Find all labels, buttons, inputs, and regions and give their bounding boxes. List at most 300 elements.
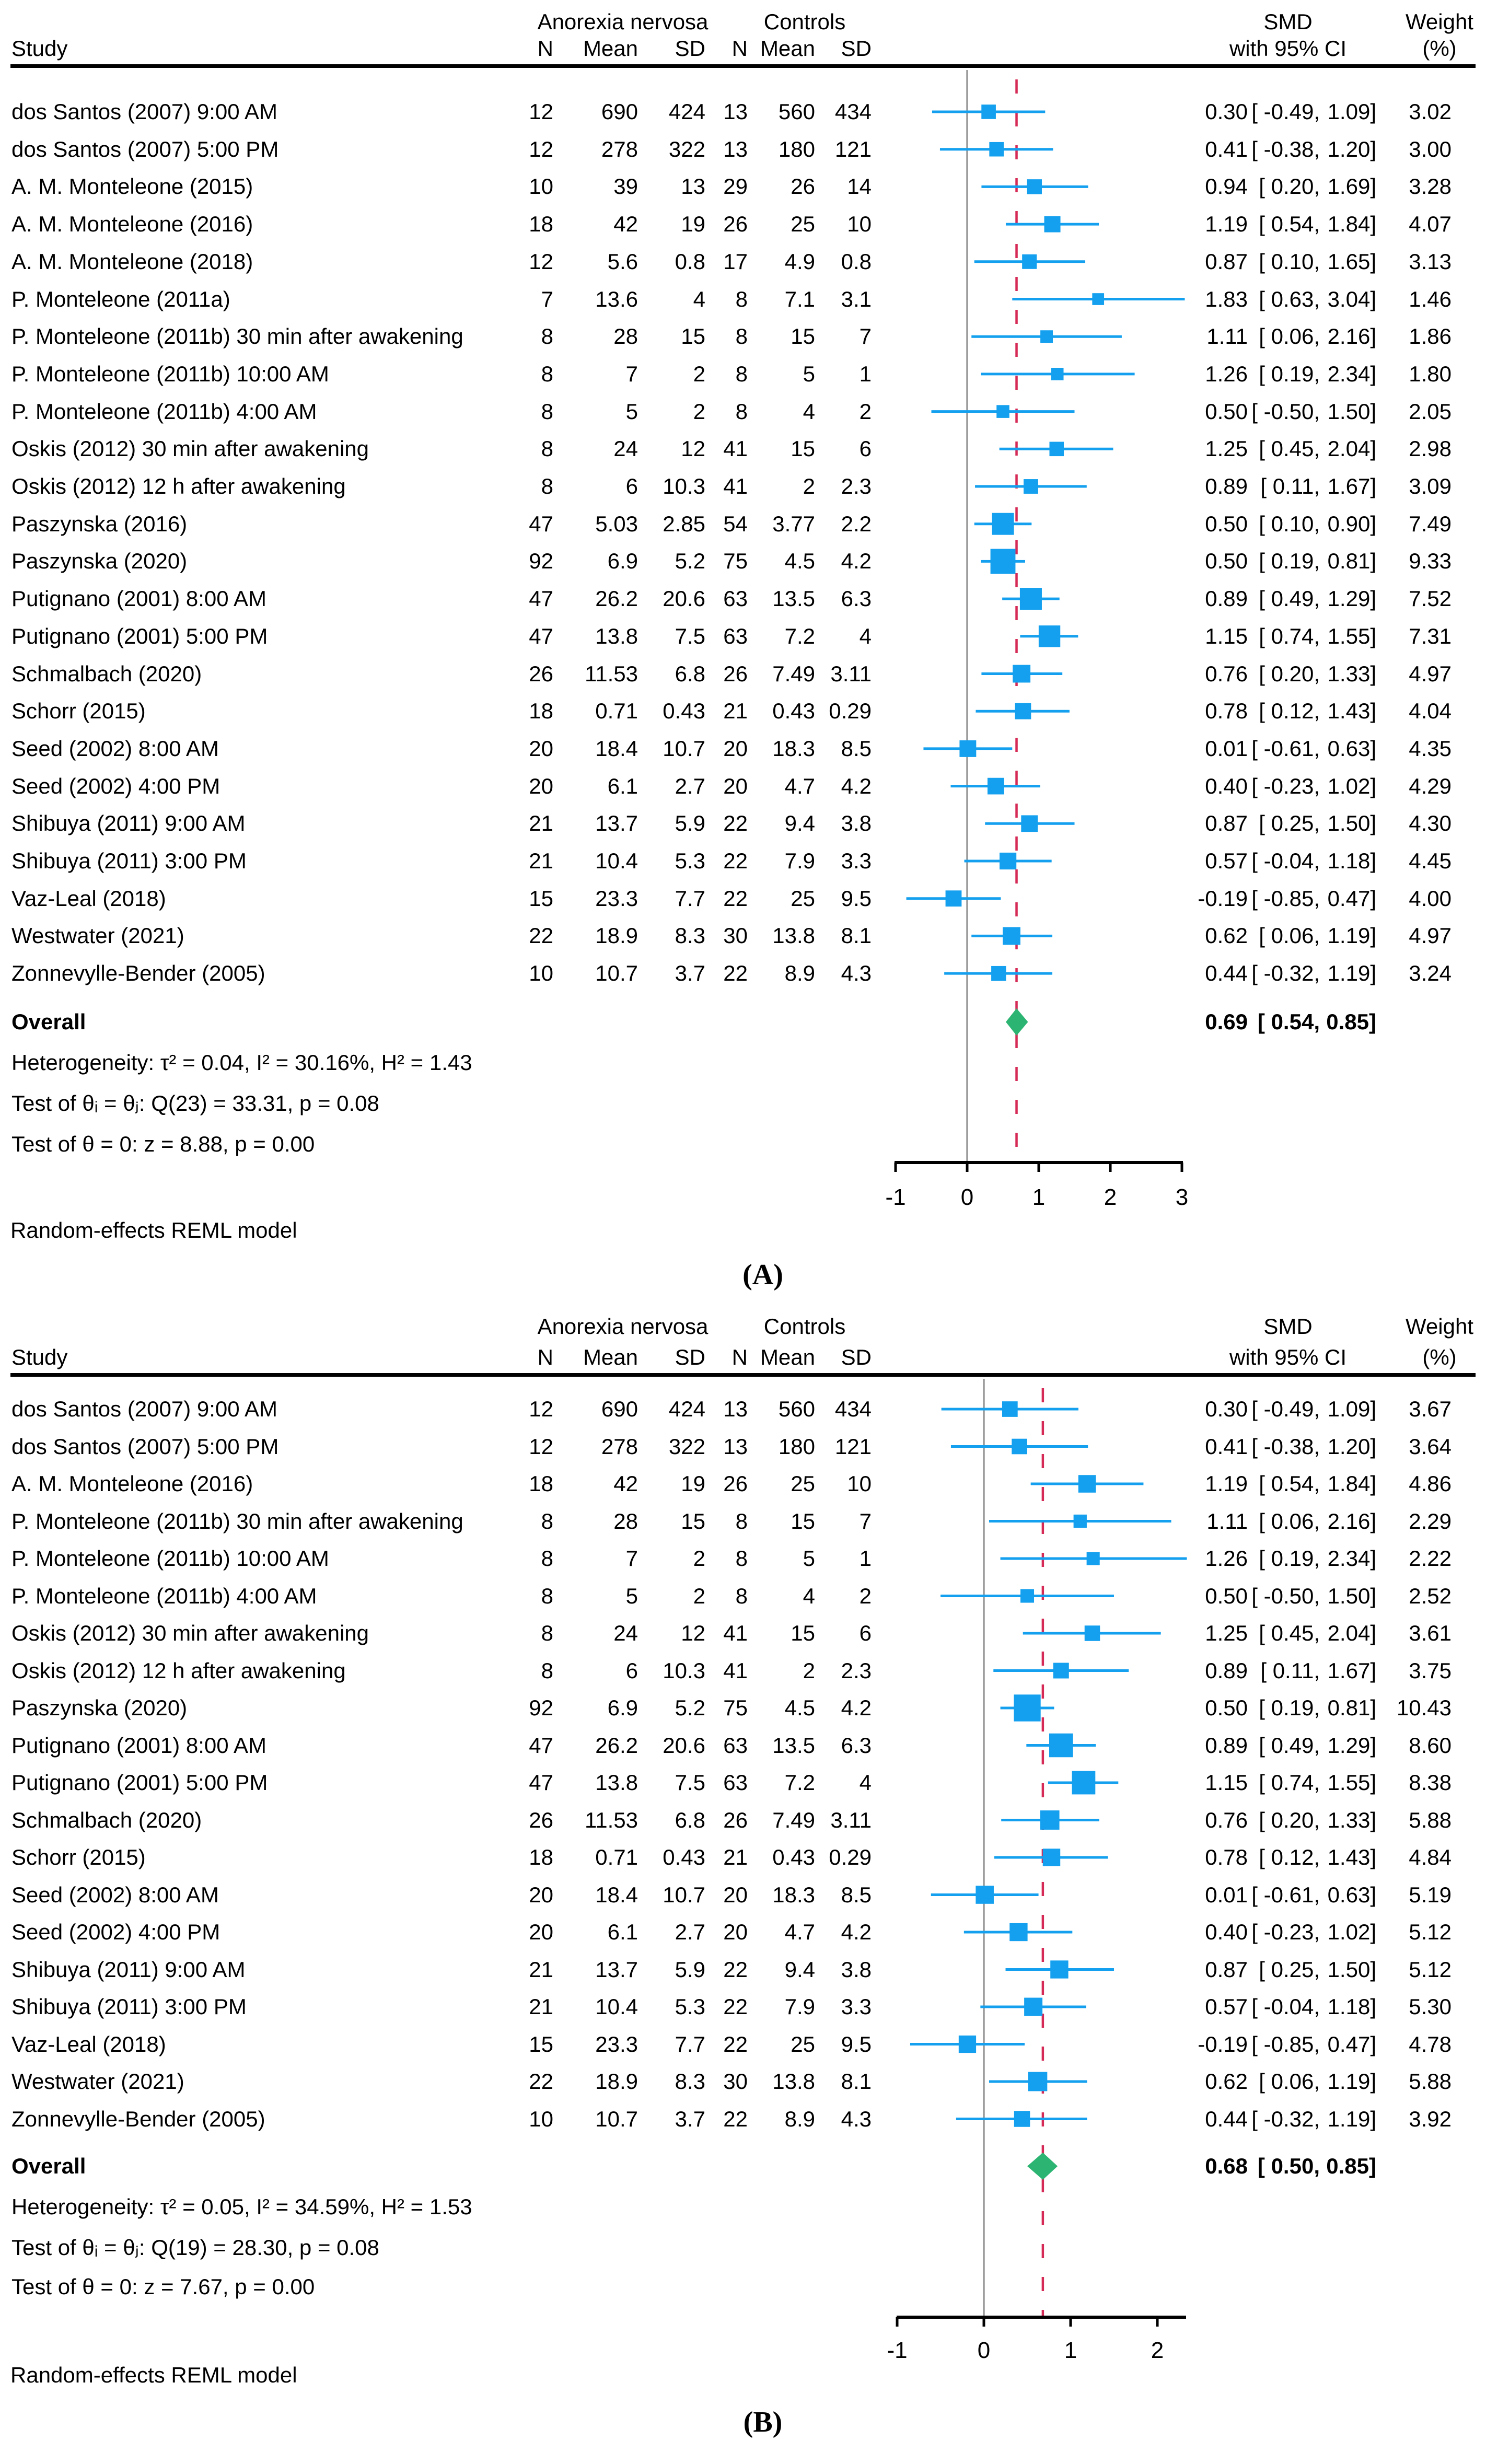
study-label: P. Monteleone (2011a) — [11, 286, 230, 311]
ctrl-n-value: 41 — [723, 1658, 748, 1683]
ci-upper: 1.09] — [1327, 99, 1376, 124]
table-row — [0, 775, 1486, 799]
ci-upper: 2.04] — [1327, 1621, 1376, 1645]
ci-lower: [ 0.19, — [1259, 1546, 1320, 1571]
group-header-anorexia: Anorexia nervosa — [537, 9, 709, 34]
ctrl-n-value: 22 — [723, 811, 748, 836]
an-sd-value: 0.43 — [663, 1845, 705, 1869]
table-row — [0, 2108, 1486, 2132]
ctrl-n-value: 8 — [735, 1546, 748, 1571]
smd-estimate: 0.94 — [1205, 174, 1248, 199]
study-label: Paszynska (2020) — [11, 1695, 188, 1720]
header-rule — [10, 1373, 1476, 1377]
smd-estimate: 0.50 — [1205, 1583, 1248, 1608]
smd-estimate: 0.89 — [1205, 1658, 1248, 1683]
ci-upper: 1.67] — [1327, 1658, 1376, 1683]
weight-pct-header: (%) — [1422, 1345, 1457, 1369]
ctrl-mean-value: 25 — [791, 1471, 815, 1496]
study-label: Oskis (2012) 30 min after awakening — [11, 1621, 369, 1645]
an-sd-value: 2 — [693, 361, 705, 386]
ctrl-sd-value: 3.11 — [830, 1807, 872, 1832]
an-n-value: 12 — [529, 249, 553, 274]
study-label: Shibuya (2011) 9:00 AM — [11, 1957, 246, 1982]
study-label: Putignano (2001) 8:00 AM — [11, 1733, 267, 1758]
ci-lower: [ 0.19, — [1259, 1695, 1320, 1720]
study-label: Oskis (2012) 30 min after awakening — [11, 436, 369, 461]
ctrl-n-value: 17 — [723, 249, 748, 274]
ctrl-n-value: 63 — [723, 586, 748, 611]
ci-lower: [ -0.04, — [1251, 849, 1320, 873]
an-n-value: 21 — [529, 849, 553, 873]
weight-value: 2.22 — [1409, 1546, 1452, 1571]
heterogeneity-note: Heterogeneity: τ² = 0.05, I² = 34.59%, H² = 1.53 — [11, 2194, 472, 2219]
smd-estimate: -0.19 — [1198, 886, 1248, 911]
axis-tick-label: 2 — [1151, 2338, 1164, 2363]
ctrl-n-value: 41 — [723, 474, 748, 498]
study-label: P. Monteleone (2011b) 10:00 AM — [11, 1546, 329, 1571]
ci-lower: [ -0.38, — [1251, 136, 1320, 161]
ctrl-mean-value: 7.1 — [784, 286, 815, 311]
ctrl-sd-value: 0.29 — [829, 1845, 872, 1869]
ctrl-n-value: 22 — [723, 886, 748, 911]
study-label: Paszynska (2016) — [11, 511, 188, 536]
study-label: A. M. Monteleone (2016) — [11, 1471, 253, 1496]
table-row — [0, 812, 1486, 836]
an-n-value: 22 — [529, 2069, 553, 2094]
ctrl-sd-value: 6 — [859, 1621, 872, 1645]
axis-tick-label: 3 — [1175, 1184, 1189, 1210]
ctrl-n-value: 26 — [723, 1471, 748, 1496]
ctrl-sd-value: 6.3 — [841, 1733, 872, 1758]
an-mean-value: 6.9 — [607, 1695, 638, 1720]
an-sd-value: 7.7 — [675, 886, 705, 911]
smd-estimate: 0.89 — [1205, 474, 1248, 498]
an-mean-value: 42 — [613, 212, 638, 237]
ctrl-sd-value: 8.5 — [841, 736, 872, 761]
an-sd-value: 12 — [681, 436, 705, 461]
ctrl-mean-value: 560 — [778, 99, 815, 124]
study-label: Seed (2002) 4:00 PM — [11, 773, 220, 798]
study-label: A. M. Monteleone (2018) — [11, 249, 253, 274]
table-row — [0, 475, 1486, 499]
ci-lower: [ -0.23, — [1251, 1920, 1320, 1944]
table-row — [0, 1510, 1486, 1534]
table-row — [0, 850, 1486, 874]
table-row — [0, 363, 1486, 387]
an-mean-value: 26.2 — [595, 1733, 638, 1758]
study-label: P. Monteleone (2011b) 30 min after awakening — [11, 1508, 463, 1533]
weight-value: 2.29 — [1409, 1508, 1452, 1533]
table-row — [0, 1995, 1486, 2019]
ctrl-mean-value: 15 — [791, 436, 815, 461]
ci-lower: [ 0.11, — [1260, 1658, 1320, 1683]
an-mean-value: 24 — [613, 1621, 638, 1645]
ctrl-mean-value: 7.49 — [772, 1807, 815, 1832]
weight-value: 3.92 — [1409, 2106, 1452, 2131]
ctrl-n-value: 26 — [723, 212, 748, 237]
ci-upper: 1.43] — [1327, 699, 1376, 724]
smd-estimate: 1.83 — [1205, 286, 1248, 311]
ci-lower: [ -0.50, — [1251, 1583, 1320, 1608]
weight-value: 3.67 — [1409, 1397, 1452, 1421]
an-n-value: 15 — [529, 2031, 553, 2056]
an-sd-value: 15 — [681, 1508, 705, 1533]
table-row — [0, 400, 1486, 424]
weight-value: 1.46 — [1409, 286, 1452, 311]
ctrl-sd-value: 2.3 — [841, 1658, 872, 1683]
ctrl-sd-value: 121 — [834, 1434, 872, 1459]
ctrl-mean-value: 7.49 — [772, 661, 815, 686]
study-label: Shibuya (2011) 9:00 AM — [11, 811, 246, 836]
study-label: dos Santos (2007) 5:00 PM — [11, 136, 279, 161]
an-sd-value: 10.3 — [663, 1658, 705, 1683]
test-theta-ij-note: Test of θᵢ = θⱼ: Q(23) = 33.31, p = 0.08 — [11, 1091, 379, 1115]
an-mean-value: 7 — [625, 1546, 638, 1571]
study-label: Oskis (2012) 12 h after awakening — [11, 474, 346, 498]
weight-value: 3.61 — [1409, 1621, 1452, 1645]
study-label: P. Monteleone (2011b) 4:00 AM — [11, 399, 317, 424]
weight-value: 5.88 — [1409, 1807, 1452, 1832]
an-n-header: N — [537, 1345, 553, 1369]
table-row — [0, 1771, 1486, 1795]
table-row — [0, 288, 1486, 312]
ci-upper: 1.18] — [1327, 1994, 1376, 2019]
an-n-value: 8 — [541, 1583, 553, 1608]
an-mean-value: 13.8 — [595, 1770, 638, 1795]
axis-tick-label: -1 — [885, 1184, 906, 1210]
ci-lower: [ 0.45, — [1259, 436, 1320, 461]
ci-upper: 1.67] — [1327, 474, 1376, 498]
an-n-value: 8 — [541, 1508, 553, 1533]
ctrl-mean-value: 15 — [791, 1508, 815, 1533]
study-label: Zonnevylle-Bender (2005) — [11, 961, 265, 986]
ci-upper: 1.65] — [1327, 249, 1376, 274]
ctrl-mean-value: 5 — [803, 1546, 815, 1571]
ci-lower: [ 0.12, — [1259, 1845, 1320, 1869]
ctrl-n-value: 30 — [723, 2069, 748, 2094]
ctrl-sd-value: 0.8 — [841, 249, 872, 274]
table-row — [0, 887, 1486, 911]
ci-upper: 1.50] — [1327, 811, 1376, 836]
table-row — [0, 2033, 1486, 2057]
ctrl-mean-value: 7.2 — [784, 1770, 815, 1795]
an-n-value: 26 — [529, 1807, 553, 1832]
panel-b-tag: (B) — [743, 2406, 783, 2438]
ci-lower: [ -0.85, — [1251, 2031, 1320, 2056]
axis-tick-label: 1 — [1032, 1184, 1046, 1210]
table-row — [0, 250, 1486, 274]
smd-estimate: 0.44 — [1205, 961, 1248, 986]
an-sd-value: 0.8 — [675, 249, 705, 274]
study-label: Schmalbach (2020) — [11, 1807, 202, 1832]
ctrl-sd-value: 2.3 — [841, 474, 872, 498]
an-n-value: 18 — [529, 1845, 553, 1869]
study-label: P. Monteleone (2011b) 10:00 AM — [11, 361, 329, 386]
overall-row — [0, 2155, 1486, 2179]
an-sd-value: 5.9 — [675, 1957, 705, 1982]
table-row — [0, 737, 1486, 761]
weight-value: 1.80 — [1409, 361, 1452, 386]
ci-lower: [ 0.11, — [1260, 474, 1320, 498]
ctrl-mean-value: 4.5 — [784, 1695, 815, 1720]
ctrl-n-value: 22 — [723, 849, 748, 873]
an-mean-value: 5 — [625, 1583, 638, 1608]
an-sd-header: SD — [675, 1345, 705, 1369]
ctrl-n-value: 63 — [723, 1733, 748, 1758]
ctrl-sd-value: 4.2 — [841, 1695, 872, 1720]
an-sd-value: 19 — [681, 212, 705, 237]
ci-lower: [ 0.54, — [1257, 1009, 1320, 1034]
an-mean-value: 6.1 — [607, 773, 638, 798]
ci-lower: [ 0.50, — [1257, 2154, 1320, 2178]
study-label: dos Santos (2007) 9:00 AM — [11, 99, 277, 124]
an-mean-value: 278 — [601, 1434, 638, 1459]
ctrl-mean-value: 180 — [778, 136, 815, 161]
an-sd-value: 20.6 — [663, 586, 705, 611]
ci-upper: 0.81] — [1327, 1695, 1376, 1720]
study-label: Shibuya (2011) 3:00 PM — [11, 1994, 247, 2019]
weight-value: 4.04 — [1409, 699, 1452, 724]
weight-value: 2.05 — [1409, 399, 1452, 424]
study-column-header: Study — [11, 36, 68, 61]
ci-lower: [ 0.20, — [1259, 661, 1320, 686]
table-row — [0, 700, 1486, 724]
an-n-value: 8 — [541, 1546, 553, 1571]
ci-lower: [ 0.06, — [1259, 2069, 1320, 2094]
an-mean-value: 39 — [613, 174, 638, 199]
weight-value: 5.19 — [1409, 1882, 1452, 1907]
weight-value: 3.09 — [1409, 474, 1452, 498]
an-n-value: 21 — [529, 811, 553, 836]
ctrl-sd-value: 1 — [859, 1546, 872, 1571]
ci-upper: 0.47] — [1327, 2031, 1376, 2056]
ci-lower: [ 0.54, — [1259, 1471, 1320, 1496]
ci-upper: 1.29] — [1327, 586, 1376, 611]
ci-upper: 2.34] — [1327, 361, 1376, 386]
ctrl-n-value: 13 — [723, 1397, 748, 1421]
smd-estimate: 1.15 — [1205, 1770, 1248, 1795]
study-label: dos Santos (2007) 5:00 PM — [11, 1434, 279, 1459]
weight-value: 7.49 — [1409, 511, 1452, 536]
ctrl-n-value: 8 — [735, 1583, 748, 1608]
ctrl-mean-value: 7.2 — [784, 623, 815, 648]
ctrl-mean-value: 3.77 — [772, 511, 815, 536]
an-mean-value: 23.3 — [595, 2031, 638, 2056]
ci-upper: 2.04] — [1327, 436, 1376, 461]
ci-lower: [ -0.23, — [1251, 773, 1320, 798]
axis-tick-label: 1 — [1064, 2338, 1077, 2363]
an-sd-value: 12 — [681, 1621, 705, 1645]
overall-label: Overall — [11, 2154, 86, 2178]
an-sd-value: 3.7 — [675, 961, 705, 986]
weight-value: 4.78 — [1409, 2031, 1452, 2056]
ci-lower: [ -0.49, — [1251, 1397, 1320, 1421]
ctrl-sd-value: 2 — [859, 399, 872, 424]
ci-lower: [ -0.32, — [1251, 2106, 1320, 2131]
an-mean-value: 18.4 — [595, 1882, 638, 1907]
table-row — [0, 138, 1486, 162]
an-mean-value: 690 — [601, 99, 638, 124]
an-n-value: 20 — [529, 773, 553, 798]
test-theta-zero-note: Test of θ = 0: z = 8.88, p = 0.00 — [11, 1132, 315, 1156]
an-sd-value: 322 — [668, 1434, 705, 1459]
an-sd-value: 5.3 — [675, 849, 705, 873]
ctrl-mean-value: 15 — [791, 324, 815, 349]
ctrl-n-value: 20 — [723, 736, 748, 761]
ctrl-mean-value: 4 — [803, 399, 815, 424]
table-row — [0, 325, 1486, 349]
an-sd-value: 7.5 — [675, 623, 705, 648]
ctrl-mean-value: 13.8 — [772, 923, 815, 948]
ci-lower: [ 0.49, — [1259, 1733, 1320, 1758]
an-sd-value: 322 — [668, 136, 705, 161]
ctrl-mean-header: Mean — [760, 1345, 815, 1369]
ctrl-n-value: 54 — [723, 511, 748, 536]
study-label: A. M. Monteleone (2015) — [11, 174, 253, 199]
an-sd-value: 2.7 — [675, 1920, 705, 1944]
smd-estimate: 0.50 — [1205, 511, 1248, 536]
weight-value: 3.00 — [1409, 136, 1452, 161]
ctrl-mean-value: 8.9 — [784, 961, 815, 986]
an-sd-value: 0.43 — [663, 699, 705, 724]
ctrl-n-value: 63 — [723, 1770, 748, 1795]
ctrl-mean-value: 25 — [791, 212, 815, 237]
an-mean-header: Mean — [583, 36, 638, 61]
weight-value: 5.88 — [1409, 2069, 1452, 2094]
an-sd-value: 7.7 — [675, 2031, 705, 2056]
ctrl-sd-value: 4.3 — [841, 961, 872, 986]
ci-lower: [ 0.74, — [1259, 1770, 1320, 1795]
an-sd-value: 5.9 — [675, 811, 705, 836]
ci-upper: 0.85] — [1326, 1009, 1376, 1034]
an-mean-value: 23.3 — [595, 886, 638, 911]
an-n-value: 8 — [541, 436, 553, 461]
an-mean-value: 690 — [601, 1397, 638, 1421]
weight-pct-header: (%) — [1422, 36, 1457, 61]
ctrl-sd-value: 3.8 — [841, 811, 872, 836]
ctrl-n-value: 8 — [735, 286, 748, 311]
study-label: Zonnevylle-Bender (2005) — [11, 2106, 265, 2131]
an-mean-value: 11.53 — [585, 1807, 638, 1832]
ci-upper: 1.84] — [1327, 1471, 1376, 1496]
an-n-value: 47 — [529, 623, 553, 648]
ci-upper: 0.47] — [1327, 886, 1376, 911]
smd-estimate: 0.41 — [1205, 136, 1248, 161]
ctrl-n-value: 26 — [723, 1807, 748, 1832]
study-label: Schmalbach (2020) — [11, 661, 202, 686]
study-label: Westwater (2021) — [11, 2069, 184, 2094]
group-header-controls: Controls — [763, 9, 846, 34]
an-n-value: 18 — [529, 1471, 553, 1496]
ctrl-sd-value: 7 — [859, 1508, 872, 1533]
an-mean-value: 5.6 — [607, 249, 638, 274]
ci-lower: [ -0.04, — [1251, 1994, 1320, 2019]
header-rule — [10, 64, 1476, 68]
smd-estimate: 0.50 — [1205, 549, 1248, 574]
ci-lower: [ 0.20, — [1259, 174, 1320, 199]
an-mean-value: 10.4 — [595, 1994, 638, 2019]
smd-estimate: 0.40 — [1205, 773, 1248, 798]
ci-upper: 1.50] — [1327, 1957, 1376, 1982]
ctrl-mean-value: 4.9 — [784, 249, 815, 274]
an-n-value: 47 — [529, 1733, 553, 1758]
ctrl-n-value: 63 — [723, 623, 748, 648]
ci-upper: 1.20] — [1327, 1434, 1376, 1459]
weight-value: 8.60 — [1409, 1733, 1452, 1758]
ctrl-mean-value: 2 — [803, 1658, 815, 1683]
ctrl-sd-header: SD — [841, 1345, 872, 1369]
table-row — [0, 1734, 1486, 1758]
weight-value: 2.98 — [1409, 436, 1452, 461]
smd-estimate: 0.62 — [1205, 923, 1248, 948]
table-row — [0, 1958, 1486, 1982]
study-label: Seed (2002) 4:00 PM — [11, 1920, 220, 1944]
smd-estimate: 1.26 — [1205, 1546, 1248, 1571]
ctrl-sd-value: 4.2 — [841, 549, 872, 574]
ci-lower: [ 0.10, — [1259, 511, 1320, 536]
an-mean-value: 6.9 — [607, 549, 638, 574]
an-n-value: 47 — [529, 1770, 553, 1795]
ci-upper: 0.63] — [1327, 736, 1376, 761]
study-label: Schorr (2015) — [11, 1845, 146, 1869]
smd-estimate: 0.44 — [1205, 2106, 1248, 2131]
ctrl-n-value: 41 — [723, 1621, 748, 1645]
ci-upper: 3.04] — [1327, 286, 1376, 311]
ci-upper: 1.20] — [1327, 136, 1376, 161]
table-row — [0, 2070, 1486, 2094]
an-n-value: 8 — [541, 1621, 553, 1645]
smd-estimate: 1.26 — [1205, 361, 1248, 386]
ctrl-mean-value: 5 — [803, 361, 815, 386]
ctrl-n-value: 8 — [735, 399, 748, 424]
an-sd-value: 2 — [693, 1583, 705, 1608]
ci-lower: [ -0.49, — [1251, 99, 1320, 124]
an-n-value: 8 — [541, 474, 553, 498]
ci-upper: 1.50] — [1327, 1583, 1376, 1608]
smd-estimate: 0.87 — [1205, 811, 1248, 836]
ctrl-mean-value: 25 — [791, 2031, 815, 2056]
smd-estimate: 1.25 — [1205, 1621, 1248, 1645]
ctrl-mean-value: 8.9 — [784, 2106, 815, 2131]
an-sd-value: 2.85 — [663, 511, 705, 536]
smd-estimate: 0.76 — [1205, 661, 1248, 686]
group-header-anorexia: Anorexia nervosa — [537, 1314, 709, 1339]
ctrl-n-value: 22 — [723, 2031, 748, 2056]
an-mean-value: 10.7 — [595, 961, 638, 986]
an-n-value: 15 — [529, 886, 553, 911]
heterogeneity-note: Heterogeneity: τ² = 0.04, I² = 30.16%, H² = 1.43 — [11, 1050, 472, 1075]
ci-lower: [ -0.50, — [1251, 399, 1320, 424]
smd-estimate: 0.68 — [1205, 2154, 1248, 2178]
model-footnote: Random-effects REML model — [10, 1218, 297, 1242]
an-sd-value: 10.3 — [663, 474, 705, 498]
ctrl-n-value: 22 — [723, 961, 748, 986]
ctrl-n-value: 22 — [723, 1994, 748, 2019]
weight-header: Weight — [1406, 1314, 1473, 1339]
an-mean-value: 0.71 — [595, 1845, 638, 1869]
an-mean-value: 28 — [613, 1508, 638, 1533]
table-row — [0, 1547, 1486, 1571]
an-n-value: 8 — [541, 324, 553, 349]
smd-estimate: 0.40 — [1205, 1920, 1248, 1944]
an-mean-value: 10.4 — [595, 849, 638, 873]
study-label: Putignano (2001) 5:00 PM — [11, 623, 268, 648]
ci-upper: 1.33] — [1327, 661, 1376, 686]
an-mean-value: 26.2 — [595, 586, 638, 611]
an-n-value: 20 — [529, 1882, 553, 1907]
weight-value: 10.43 — [1396, 1695, 1452, 1720]
ci-header: with 95% CI — [1229, 1345, 1347, 1369]
